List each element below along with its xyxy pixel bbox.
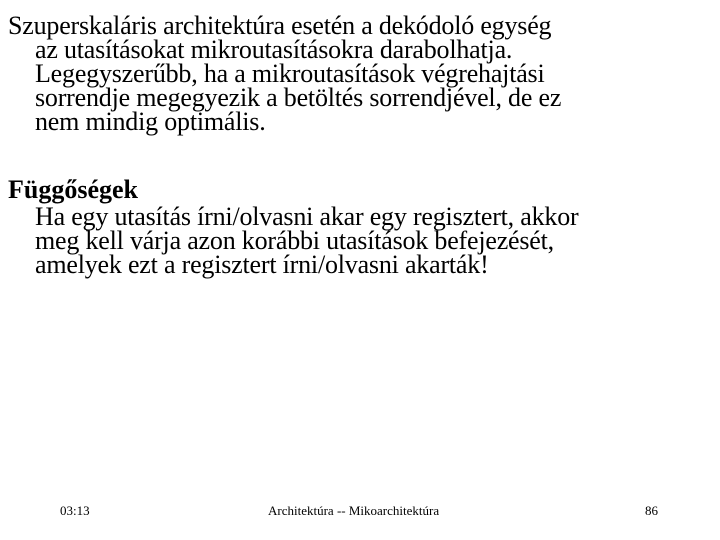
- intro-line: Legegyszerűbb, ha a mikroutasítások végrehajtási: [35, 59, 545, 88]
- intro-line: Szuperskaláris architektúra esetén a dekódoló egység: [8, 11, 552, 40]
- intro-line: az utasításokat mikroutasításokra darabolhatja.: [35, 35, 513, 64]
- dependency-line: amelyek ezt a regisztert írni/olvasni akarták!: [35, 250, 489, 279]
- dependency-line: meg kell várja azon korábbi utasítások befejezését,: [35, 226, 554, 255]
- intro-paragraph: [8, 11, 562, 136]
- dependency-line: Ha egy utasítás írni/olvasni akar egy regisztert, akkor: [35, 202, 579, 231]
- dependency-paragraph: [8, 202, 579, 279]
- section-heading: Függőségek: [8, 175, 138, 204]
- intro-line: sorrendje megegyezik a betöltés sorrendjével, de ez: [35, 83, 562, 112]
- footer-time: 03:13: [60, 503, 90, 518]
- footer-page-number: 86: [645, 503, 658, 518]
- footer-title: Architektúra -- Mikoarchitektúra: [268, 503, 440, 518]
- intro-line: nem mindig optimális.: [35, 107, 266, 136]
